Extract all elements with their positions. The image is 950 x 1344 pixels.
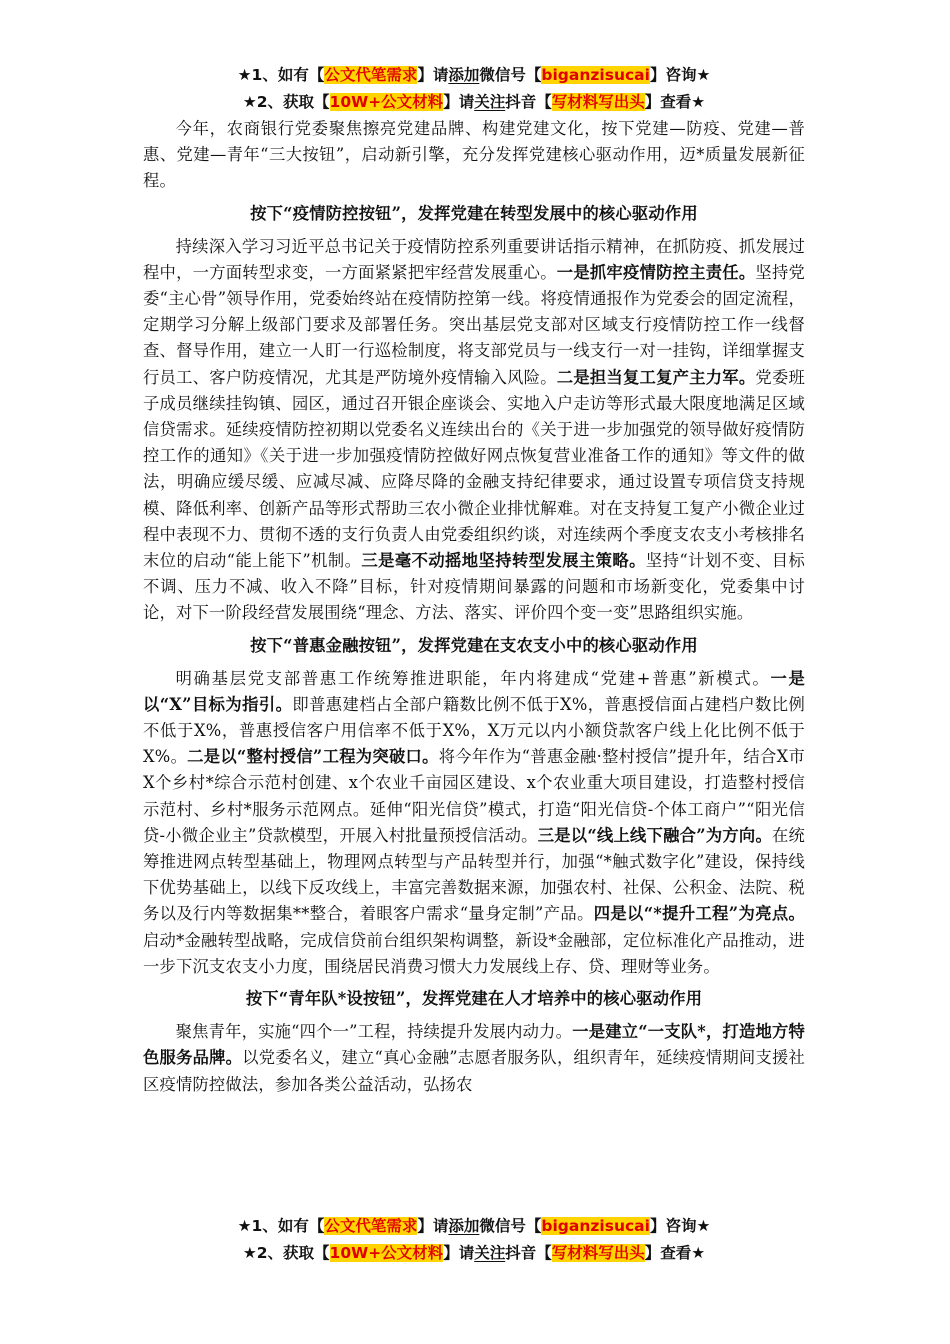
promo-highlight: 10W+公文材料 [329, 1244, 444, 1262]
intro-paragraph: 今年，农商银行党委聚焦擦亮党建品牌、构建党建文化，按下党建—防疫、党建—普惠、党建—青年“三大按钮”，启动新引擎，充分发挥党建核心驱动作用，迈*质量发展新征程。 [143, 119, 805, 191]
promo-text: 】咨询★ [649, 1217, 711, 1235]
key-point: 三是毫不动摇地坚持转型发展主策略。 [361, 551, 646, 571]
body-text: 启动*金融转型战略，完成信贷前台组织架构调整，新设*金融部，定位标准化产品推动，进一步下沉支农支小力度，围绕居民消费习惯大力发展线上存、贷、理财等业务。 [143, 930, 805, 976]
section-paragraph [143, 1019, 805, 1098]
promo-text: 微信号【 [479, 66, 542, 84]
promo-text: 】请 [417, 66, 449, 84]
section-heading: 按下“青年队*设按钮”，发挥党建在人才培养中的核心驱动作用 [245, 989, 703, 1009]
promo-text: ★2、获取【 [242, 93, 330, 111]
promo-highlight: 公文代笔需求 [324, 1217, 418, 1235]
promo-highlight: 写材料写出头 [551, 93, 645, 111]
key-point: 一是建立“一支队*，打造地方特色服务品牌。 [143, 1022, 805, 1068]
promo-text: ★2、获取【 [242, 1244, 330, 1262]
key-point: 二是以“整村授信”工程为突破口。 [187, 747, 439, 767]
body-text: 在统筹推进网点转型基础上，物理网点转型与产品转型并行，加强“*触式数字化”建设，保持线下优势基础上，以线下反攻线上，丰富完善数据来源，加强农村、社保、公积金、法院、税务以及行内等数据集**整合，着眼客户需求“量身定制”产品。 [143, 825, 806, 924]
body-text: 持续深入学习习近平总书记关于疫情防控系列重要讲话指示精神，在抓防疫、抓发展过程中，一方面转型求变，一方面紧紧把牢经营发展重心。 [143, 236, 805, 282]
promo-highlight: biganzisucai [541, 1217, 650, 1235]
promo-underlined: 添加 [448, 66, 480, 84]
promo-text: 】请 [417, 1217, 449, 1235]
body-text: 明确基层党支部普惠工作统筹推进职能，年内将建成“党建+普惠”新模式。 [175, 668, 771, 688]
section-heading: 按下“疫情防控按钮”，发挥党建在转型发展中的核心驱动作用 [250, 203, 698, 223]
promo-underlined: 关注 [474, 1244, 506, 1262]
key-point: 一是抓牢疫情防控主责任。 [556, 262, 756, 282]
document-page [143, 62, 805, 1098]
promo-highlight: biganzisucai [541, 66, 650, 84]
promo-text: 抖音【 [505, 93, 552, 111]
promo-text: 抖音【 [505, 1244, 552, 1262]
body-text: 即普惠建档占全部户籍数比例不低于X%，普惠授信面占建档户数比例不低于X%，普惠授信客户用信率不低于X%，X万元以内小额贷款客户线上化比例不低于X%。 [143, 694, 806, 767]
promo-text: 】咨询★ [649, 66, 711, 84]
body-text: 聚焦青年，实施“四个一”工程，持续提升发展内动力。 [175, 1022, 573, 1042]
body-text: 坚持党委“主心骨”领导作用，党委始终站在疫情防控第一线。将疫情通报作为党委会的固定流程，定期学习分解上级部门要求及部署任务。突出基层党支部对区域支行疫情防控工作一线督查、督导作用，建立一人盯一行巡检制度，将支部党员与一线支行一对一挂钩，详细掌握支行员工、客户防疫情况，尤其是严防境外疫情输入风险。 [143, 262, 805, 387]
body-text: 党委班子成员继续挂钩镇、园区，通过召开银企座谈会、实地入户走访等形式最大限度地满足区域信贷需求。延续疫情防控初期以党委名义连续出台的《关于进一步加强党的领导做好疫情防控工作的通知》《关于进一步加强疫情防控做好网点恢复营业准备工作的通知》等文件的做法，明确应缓尽缓、应减尽减、应降尽降的金融支持纪律要求，通过设置专项信贷支持规模、降低利率、创新产品等形式帮助三农小微企业排忧解难。对在支持复工复产小微企业过程中表现不力、贯彻不透的支行负责人由党委组织约谈，对连续两个季度支农支小考核排名末位的启动“能上能下”机制。 [143, 367, 805, 571]
promo-highlight: 写材料写出头 [551, 1244, 645, 1262]
promo-text: 】查看★ [644, 1244, 706, 1262]
promo-text: 】请 [443, 1244, 475, 1262]
key-point: 一是以“X”目标为指引。 [143, 668, 806, 714]
promo-text: ★1、如有【 [237, 66, 325, 84]
key-point: 四是以“*提升工程”为亮点。 [593, 904, 806, 924]
promo-highlight: 公文代笔需求 [324, 66, 418, 84]
promo-line-1 [143, 1213, 805, 1240]
promo-highlight: 10W+公文材料 [329, 93, 444, 111]
promo-text: ★1、如有【 [237, 1217, 325, 1235]
section-heading: 按下“普惠金融按钮”，发挥党建在支农支小中的核心驱动作用 [250, 635, 698, 655]
promo-line-1 [143, 62, 805, 89]
promo-banner-top [143, 62, 805, 116]
body-text: 坚持“计划不变、目标不调、压力不减、收入不降”目标，针对疫情期间暴露的问题和市场新变化，党委集中讨论，对下一阶段经营发展围绕“理念、方法、落实、评价四个变一变”思路组织实施。 [143, 551, 806, 623]
promo-line-2 [143, 89, 805, 116]
promo-text: 】查看★ [644, 93, 706, 111]
body-text: 以党委名义，建立“真心金融”志愿者服务队，组织青年，延续疫情期间支援社区疫情防控做法，参加各类公益活动，弘扬农 [143, 1048, 805, 1094]
section-paragraph [143, 666, 805, 980]
promo-underlined: 添加 [448, 1217, 480, 1235]
promo-underlined: 关注 [474, 93, 506, 111]
promo-line-2 [143, 1240, 805, 1267]
key-point: 三是以“线上线下融合”为方向。 [537, 825, 772, 845]
key-point: 二是担当复工复产主力军。 [556, 367, 756, 387]
promo-text: 】请 [443, 93, 475, 111]
promo-text: 微信号【 [479, 1217, 542, 1235]
body-text: 将今年作为“普惠金融·整村授信”提升年，结合X市X个乡村*综合示范村创建、x个农业千亩园区建设、x个农业重大项目建设，打造整村授信示范村、乡村*服务示范网点。延伸“阳光信贷”模式，打造“阳光信贷-个体工商户”“阳光信贷-小微企业主”贷款模型，开展入村批量预授信活动。 [143, 747, 805, 845]
section-paragraph [143, 234, 805, 627]
promo-banner-bottom [143, 1213, 805, 1267]
